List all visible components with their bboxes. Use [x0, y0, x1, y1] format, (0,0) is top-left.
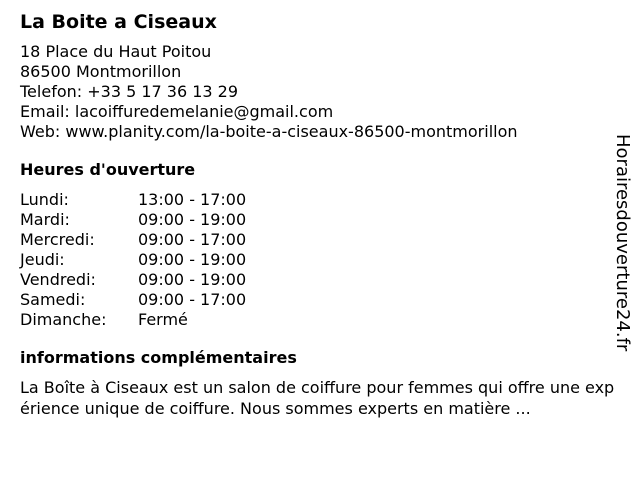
day-label: Mercredi: [20, 230, 95, 249]
time-value: Fermé [138, 310, 188, 329]
hours-row-mardi [20, 210, 620, 230]
web-line: Web: www.planity.com/la-boite-a-ciseaux-86500-montmorillon [20, 122, 518, 141]
time-value: 09:00 - 19:00 [138, 210, 247, 229]
business-card [20, 10, 620, 419]
day-label: Jeudi: [20, 250, 65, 269]
day-label: Mardi: [20, 210, 70, 229]
additional-info-heading: informations complémentaires [20, 348, 297, 367]
phone-line: Telefon: +33 5 17 36 13 29 [20, 82, 239, 101]
time-value: 13:00 - 17:00 [138, 190, 247, 209]
email-line: Email: lacoiffuredemelanie@gmail.com [20, 102, 334, 121]
hours-row-jeudi [20, 250, 620, 270]
day-label: Samedi: [20, 290, 86, 309]
hours-row-mercredi [20, 230, 620, 250]
day-label: Vendredi: [20, 270, 96, 289]
time-value: 09:00 - 17:00 [138, 230, 247, 249]
hours-row-samedi [20, 290, 620, 310]
time-value: 09:00 - 19:00 [138, 270, 247, 289]
address-line-2: 86500 Montmorillon [20, 62, 182, 81]
opening-hours-table [20, 190, 620, 330]
time-value: 09:00 - 17:00 [138, 290, 247, 309]
hours-row-lundi [20, 190, 620, 210]
day-label: Lundi: [20, 190, 69, 209]
hours-row-dimanche [20, 310, 620, 330]
business-description: La Boîte à Ciseaux est un salon de coiffure pour femmes qui offre une expérience unique de coiffure. Nous sommes experts en matière ... [20, 378, 615, 418]
address-line-1: 18 Place du Haut Poitou [20, 42, 212, 61]
time-value: 09:00 - 19:00 [138, 250, 247, 269]
site-watermark: Horairesdouverture24.fr [612, 134, 633, 352]
day-label: Dimanche: [20, 310, 107, 329]
business-name: La Boite a Ciseaux [20, 11, 217, 33]
hours-row-vendredi [20, 270, 620, 290]
opening-hours-heading: Heures d'ouverture [20, 160, 196, 179]
